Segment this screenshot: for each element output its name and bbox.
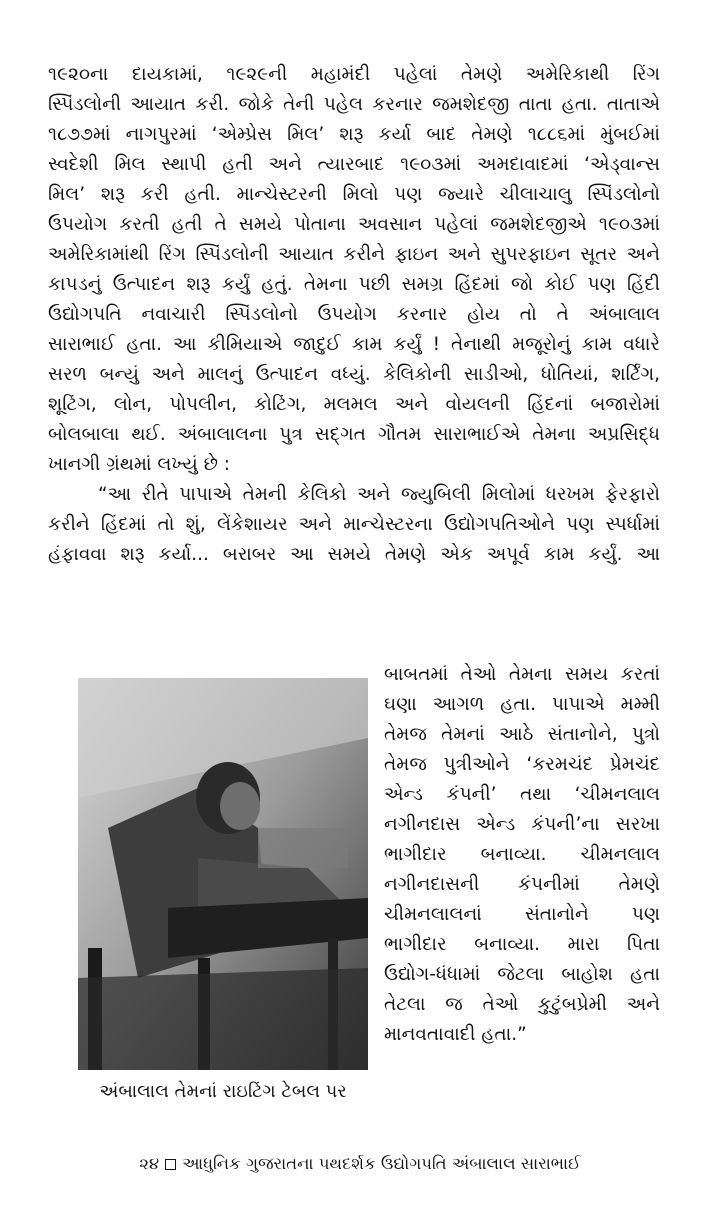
photo-ambalal-at-desk (78, 678, 368, 1070)
quote-line: “આ રીતે પાપાએ તેમની કેલિકો અને જ્યુબિલી મિલોમાં ધરખમ ફેરફારો (98, 484, 660, 505)
paragraph-line: ઉપયોગ કરતી હતી તે સમયે પોતાના અવસાન પહેલાં જમશેદજીએ ૧૯૦૩માં (48, 214, 660, 235)
paragraph-line: ૧૮૭૭માં નાગપુરમાં ‘એમ્પ્રેસ મિલ’ શરૂ કર્યા બાદ તેમણે ૧૮૮૬માં મુંબઈમાં (48, 124, 660, 145)
paragraph-line: અમેરિકામાંથી રિંગ સ્પિંડલોની આયાત કરીને ફાઇન અને સુપરફાઇન સૂતર અને (48, 244, 660, 265)
quote-column-line: એન્ડ કંપની’ તથા ‘ચીમનલાલ (384, 784, 660, 805)
paragraph-line: સ્પિંડલોની આયાત કરી. જોકે તેની પહેલ કરનાર જમશેદજી તાતા હતા. તાતાએ (48, 94, 660, 115)
paragraph-line: શૂટિંગ, લોન, પોપલીન, કોટિંગ, મલમલ અને વોયલની હિંદનાં બજારોમાં (48, 394, 660, 415)
quote-line: કરીને હિંદમાં તો શું, લેંકેશાયર અને માન્ચેસ્ટરના ઉદ્યોગપતિઓને પણ સ્પર્ધામાં (48, 514, 660, 535)
photo-illustration (78, 678, 368, 1070)
paragraph-line: કાપડનું ઉત્પાદન શરૂ કર્યું હતું. તેમના પછી સમગ્ર હિંદમાં જો કોઈ પણ હિંદી (48, 274, 660, 295)
photo-caption: અંબાલાલ તેમનાં રાઇટિંગ ટેબલ પર (99, 1081, 347, 1102)
quote-column-line: તેમજ તેમનાં આઠે સંતાનોને, પુત્રો (384, 724, 660, 745)
running-title: આધુનિક ગુજરાતના પથદર્શક ઉદ્યોગપતિ અંબાલાલ સારાભાઈ (182, 1154, 581, 1173)
paragraph-line: મિલ’ શરૂ કરી હતી. માન્ચેસ્ટરની મિલો પણ જ્યારે ચીલાચાલુ સ્પિંડલોનો (48, 184, 660, 205)
paragraph-line: ઉદ્યોગપતિ નવાચારી સ્પિંડલોનો ઉપયોગ કરનાર હોય તો તે અંબાલાલ (48, 304, 660, 325)
quote-column-line: બાબતમાં તેઓ તેમના સમય કરતાં (384, 664, 660, 685)
quote-column-line-last: માનવતાવાદી હતા.” (384, 1024, 527, 1045)
paragraph-line-last: ખાનગી ગ્રંથમાં લખ્યું છે : (48, 454, 231, 475)
quote-column-line: ઘણા આગળ હતા. પાપાએ મમ્મી (384, 694, 660, 715)
paragraph-line: ૧૯૨૦ના દાયકામાં, ૧૯૨૯ની મહામંદી પહેલાં તેમણે અમેરિકાથી રિંગ (48, 64, 660, 85)
quote-column-line: ભાગીદાર બનાવ્યા. મારા પિતા (384, 934, 660, 955)
quote-column-line: ઉદ્યોગ-ધંધામાં જેટલા બાહોશ હતા (384, 964, 660, 985)
quote-column-line: તેમજ પુત્રીઓને ‘કરમચંદ પ્રેમચંદ (384, 754, 660, 775)
quote-column-line: નગીનદાસ એન્ડ કંપની’ના સરખા (384, 814, 660, 835)
page-footer (60, 1153, 660, 1175)
quote-column-line: નગીનદાસની કંપનીમાં તેમણે (384, 874, 660, 895)
paragraph-line: સરળ બન્યું અને માલનું ઉત્પાદન વધ્યું. કેલિકોની સાડીઓ, ધોતિયાં, શર્ટિંગ, (48, 364, 660, 385)
paragraph-line: બોલબાલા થઈ. અંબાલાલના પુત્ર સદ્ગત ગૌતમ સારાભાઈએ તેમના અપ્રસિદ્ધ (48, 424, 660, 445)
quote-column-line: તેટલા જ તેઓ કુટુંબપ્રેમી અને (384, 994, 660, 1015)
paragraph-line: સારાભાઈ હતા. આ કીમિયાએ જાદુઈ કામ કર્યું ! તેનાથી મજૂરોનું કામ વધારે (48, 334, 660, 355)
quote-column-line: ભાગીદાર બનાવ્યા. ચીમનલાલ (384, 844, 660, 865)
page-number: ૨૪ (139, 1154, 160, 1173)
paragraph-line: સ્વદેશી મિલ સ્થાપી હતી અને ત્યારબાદ ૧૯૦૩માં અમદાવાદમાં ‘એડ્વાન્સ (48, 154, 660, 175)
quote-line: હંફાવવા શરૂ કર્યા... બરાબર આ સમયે તેમણે એક અપૂર્વ કામ કર્યું. આ (48, 544, 660, 565)
quote-column-line: ચીમનલાલનાં સંતાનોને પણ (384, 904, 660, 925)
square-bullet-icon (165, 1159, 176, 1170)
